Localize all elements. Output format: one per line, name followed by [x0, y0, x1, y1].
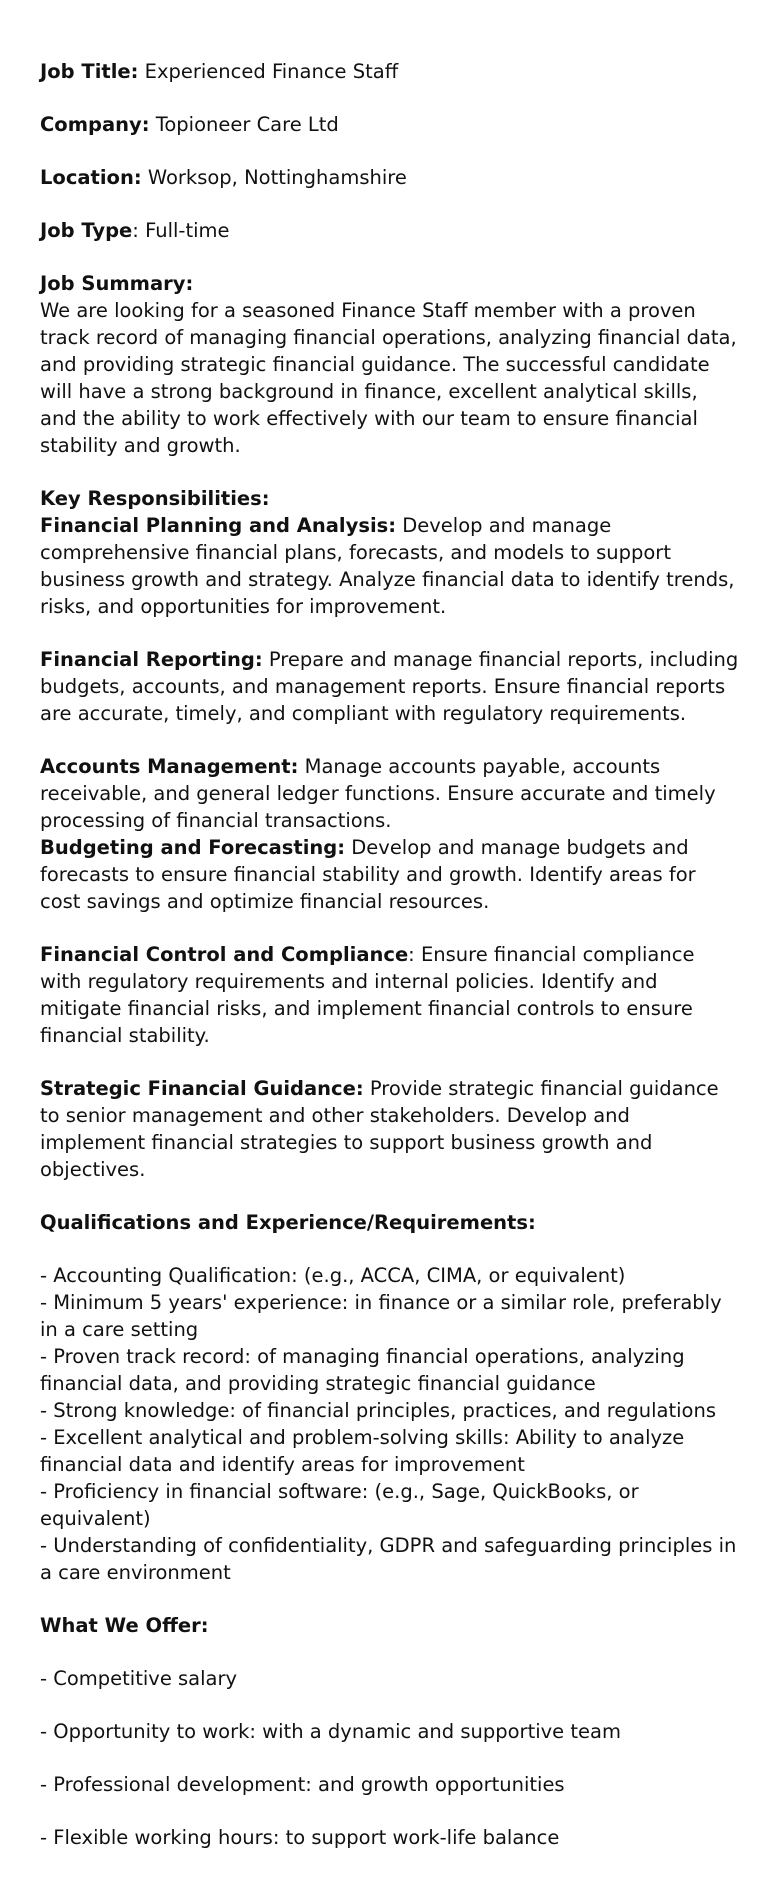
list-item: - Proficiency in financial software: (e.g., Sage, QuickBooks, or equivalent)	[40, 1480, 639, 1530]
responsibility-text: Provide strategic financial guidance to senior management and other stakeholders. Develop and implement financial strategies to support business growth and objectives.	[40, 1077, 719, 1181]
location-value: Worksop, Nottinghamshire	[141, 166, 407, 189]
job-summary-heading: Job Summary:	[40, 272, 194, 295]
responsibility-item	[40, 753, 740, 834]
job-type-line	[40, 217, 740, 244]
responsibility-label: Financial Reporting:	[40, 648, 263, 671]
responsibility-item	[40, 1075, 740, 1183]
company-value: Topioneer Care Ltd	[149, 113, 339, 136]
list-item: - Opportunity to work: with a dynamic and supportive team	[40, 1720, 621, 1743]
responsibility-label: Budgeting and Forecasting:	[40, 836, 346, 859]
company-line	[40, 111, 740, 138]
responsibility-text: : Ensure financial compliance with regulatory requirements and internal policies. Identify and mitigate financial risks, and implement financial controls to ensure financial stability.	[40, 943, 695, 1047]
list-item: - Competitive salary	[40, 1667, 238, 1690]
job-type-label: Job Type	[40, 219, 133, 242]
job-title-label: Job Title:	[40, 60, 139, 83]
list-item: - Excellent analytical and problem-solving skills: Ability to analyze financial data and identify areas for improvement	[40, 1426, 685, 1476]
job-title-line	[40, 58, 740, 85]
responsibility-text: Prepare and manage financial reports, including budgets, accounts, and management reports. Ensure financial reports are accurate, timely, and compliant with regulatory requirements.	[40, 648, 739, 725]
job-type-value: : Full-time	[132, 219, 230, 242]
responsibility-item	[40, 646, 740, 727]
responsibility-item	[40, 834, 740, 915]
responsibility-text: Develop and manage comprehensive financial plans, forecasts, and models to support business growth and strategy. Analyze financial data to identify trends, risks, and opportunities for improvement.	[40, 514, 735, 618]
responsibilities-block-1	[40, 485, 740, 620]
list-item: - Flexible working hours: to support work-life balance	[40, 1826, 560, 1849]
qualifications-list	[40, 1262, 740, 1586]
list-item: - Accounting Qualification: (e.g., ACCA, CIMA, or equivalent)	[40, 1264, 626, 1287]
job-summary-section	[40, 270, 740, 459]
list-item: - Strong knowledge: of financial principles, practices, and regulations	[40, 1399, 716, 1422]
responsibility-label: Financial Control and Compliance	[40, 943, 409, 966]
responsibility-item	[40, 512, 740, 620]
what-we-offer-heading: What We Offer:	[40, 1614, 209, 1637]
responsibility-label: Accounts Management:	[40, 755, 299, 778]
responsibility-text: Manage accounts payable, accounts receivable, and general ledger functions. Ensure accurate and timely processing of financial transactions.	[40, 755, 716, 832]
location-line	[40, 164, 740, 191]
qualifications-heading: Qualifications and Experience/Requirements:	[40, 1211, 536, 1234]
responsibility-text: Develop and manage budgets and forecasts to ensure financial stability and growth. Identify areas for cost savings and optimize financial resources.	[40, 836, 696, 913]
list-item: - Minimum 5 years' experience: in finance or a similar role, preferably in a care setting	[40, 1291, 722, 1341]
list-item: - Proven track record: of managing financial operations, analyzing financial data, and providing strategic financial guidance	[40, 1345, 685, 1395]
job-summary-text: We are looking for a seasoned Finance Staff member with a proven track record of managing financial operations, analyzing financial data, and providing strategic financial guidance. The successful candidate will have a strong background in finance, excellent analytical skills, and the ability to work effectively with our team to ensure financial stability and growth.	[40, 299, 737, 457]
list-item: - Professional development: and growth opportunities	[40, 1773, 565, 1796]
job-posting-document	[40, 58, 740, 1877]
responsibility-label: Financial Planning and Analysis:	[40, 514, 397, 537]
responsibility-item	[40, 941, 740, 1049]
responsibility-label: Strategic Financial Guidance:	[40, 1077, 364, 1100]
offer-list	[40, 1665, 740, 1851]
company-label: Company:	[40, 113, 150, 136]
key-responsibilities-heading: Key Responsibilities:	[40, 487, 270, 510]
list-item: - Understanding of confidentiality, GDPR and safeguarding principles in a care environment	[40, 1534, 737, 1584]
location-label: Location:	[40, 166, 142, 189]
job-title-value: Experienced Finance Staff	[138, 60, 399, 83]
